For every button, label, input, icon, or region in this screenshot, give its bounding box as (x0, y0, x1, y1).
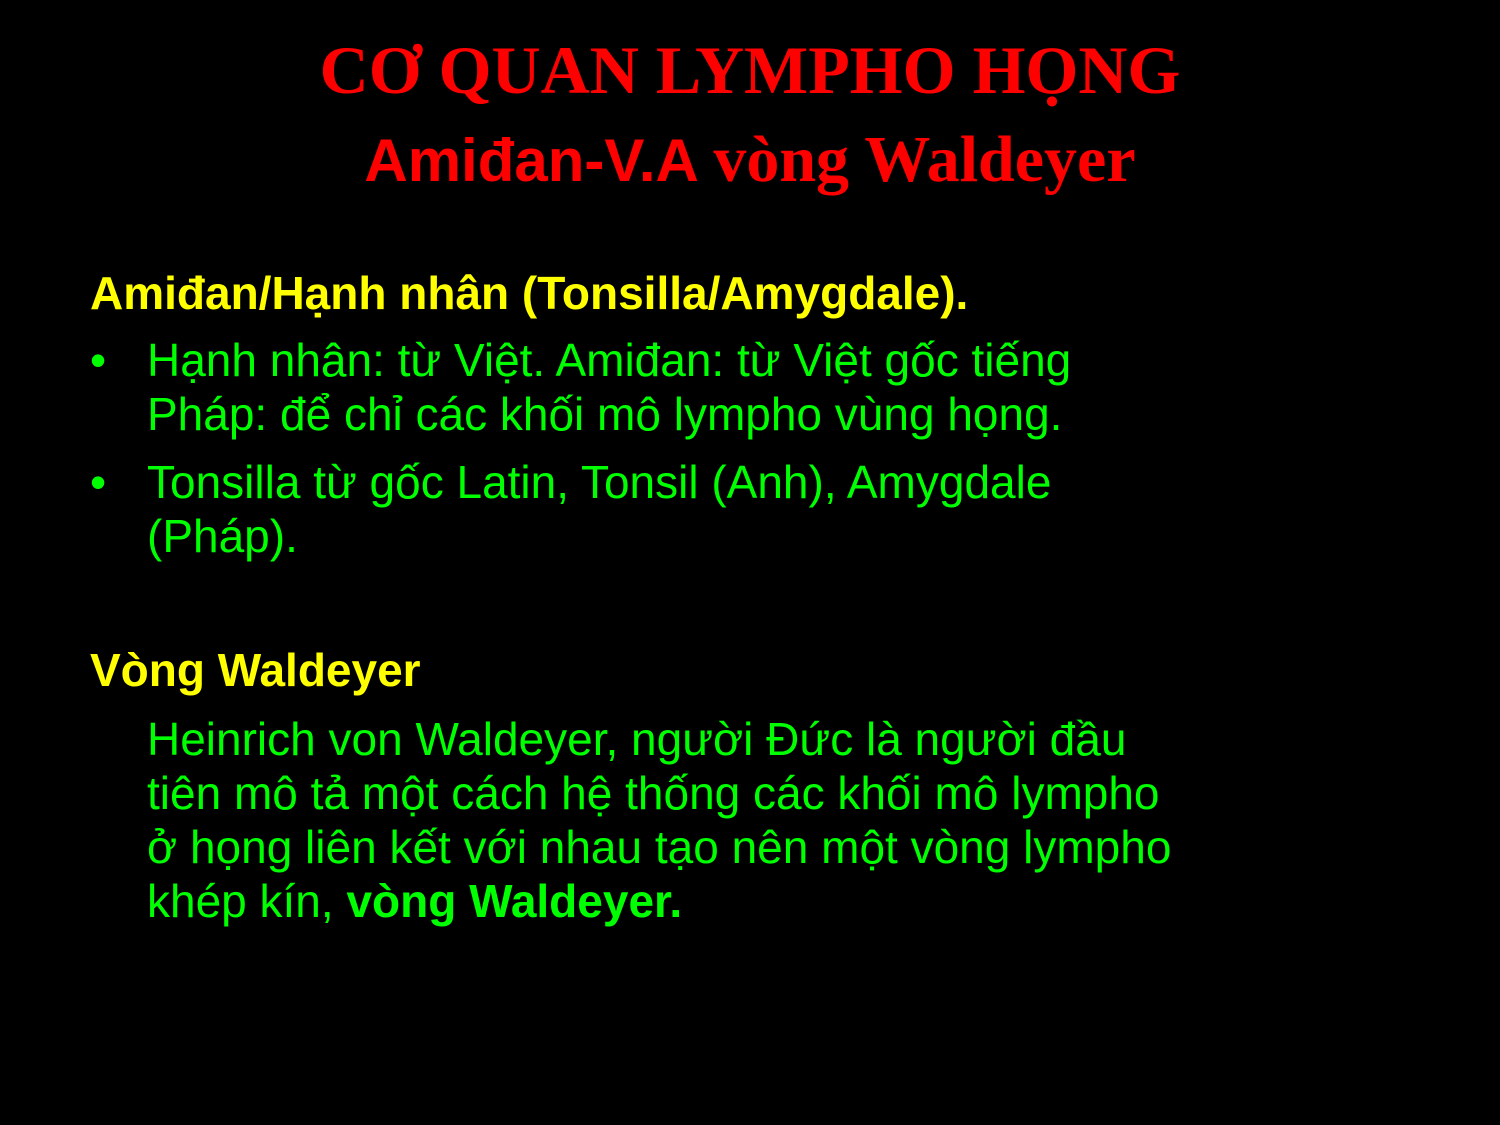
bullet-text (147, 333, 1467, 441)
section-heading-amidan: Amiđan/Hạnh nhân (Tonsilla/Amygdale). (90, 267, 969, 319)
bullet-text-line: (Pháp). (147, 510, 298, 562)
paragraph-line: ở họng liên kết với nhau tạo nên một vòng lympho (147, 821, 1172, 873)
paragraph-line: Heinrich von Waldeyer, người Đức là người đầu (147, 713, 1127, 765)
title-line-2 (0, 118, 1500, 203)
waldeyer-paragraph (147, 712, 1467, 928)
bullet-text-line: Pháp: để chỉ các khối mô lympho vùng họng. (147, 388, 1063, 440)
paragraph-last-line-bold: vòng Waldeyer. (346, 875, 683, 927)
paragraph-line: tiên mô tả một cách hệ thống các khối mô lympho (147, 767, 1160, 819)
bullet-dot-icon: • (90, 456, 107, 508)
title-line-1: CƠ QUAN LYMPHO HỌNG (319, 32, 1181, 108)
bullet-text (147, 455, 1467, 563)
title-line-2-part-2: vòng Waldeyer (713, 123, 1136, 196)
bullet-text-line: Tonsilla từ gốc Latin, Tonsil (Anh), Amygdale (147, 456, 1052, 508)
paragraph-last-line-plain: khép kín, (147, 875, 347, 927)
bullet-text-line: Hạnh nhân: từ Việt. Amiđan: từ Việt gốc tiếng (147, 334, 1072, 386)
title-line-2-part-1: Amiđan-V.A (364, 127, 714, 194)
section-heading-waldeyer: Vòng Waldeyer (90, 644, 421, 696)
paragraph-last-line (147, 874, 1467, 928)
bullet-dot-icon: • (90, 334, 107, 386)
